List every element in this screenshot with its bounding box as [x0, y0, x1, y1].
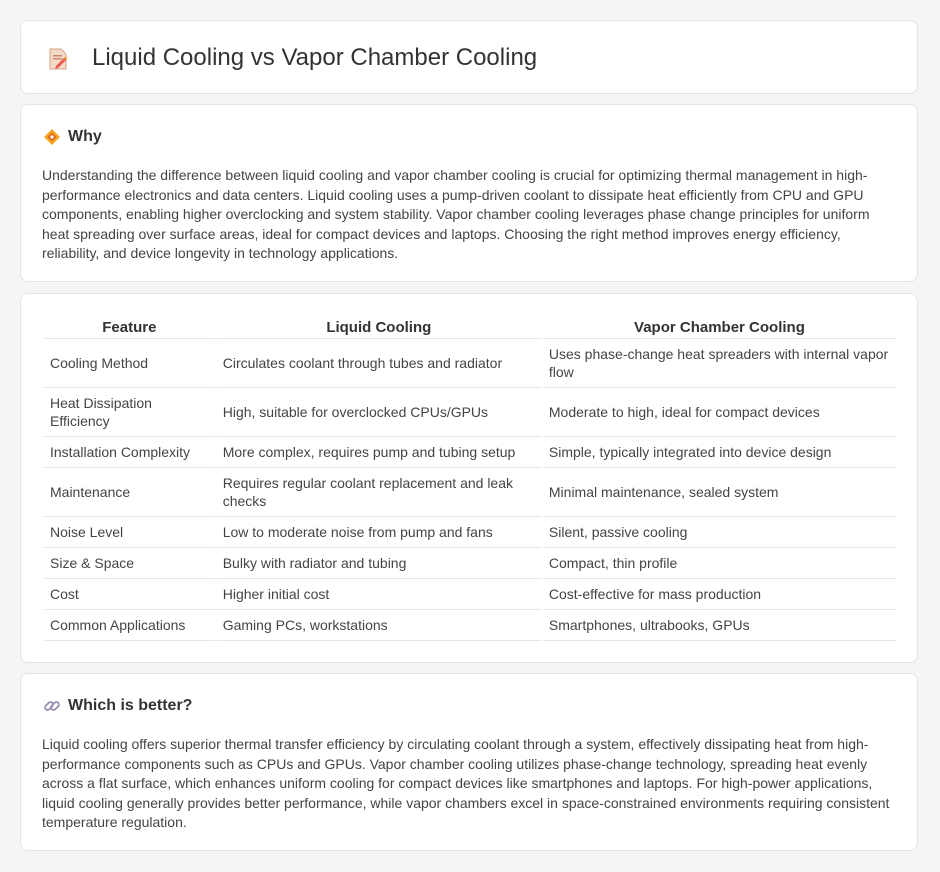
comparison-table	[42, 316, 898, 641]
liquid-cell: Circulates coolant through tubes and radiator	[217, 339, 541, 388]
which-is-better-text: Liquid cooling offers superior thermal transfer efficiency by circulating coolant through a system, effectively dissipating heat from high-performance components such as CPUs and GPUs. Vapor chamber cooling utilizes phase-change technology, spreading heat evenly across a flat surface, which enhances uniform cooling for compact devices like smartphones and laptops. For high-power applications, liquid cooling generally provides better performance, while vapor chambers excel in space-constrained environments requiring consistent temperature regulation.	[42, 736, 890, 830]
table-row	[44, 468, 896, 517]
header-liquid-cooling: Liquid Cooling	[217, 316, 541, 339]
liquid-cell: High, suitable for overclocked CPUs/GPUs	[217, 388, 541, 437]
table-row	[44, 437, 896, 468]
liquid-cell: Higher initial cost	[217, 579, 541, 610]
feature-cell: Cooling Method	[44, 339, 215, 388]
header-feature: Feature	[44, 316, 215, 339]
liquid-cell: Bulky with radiator and tubing	[217, 548, 541, 579]
vapor-cell: Silent, passive cooling	[543, 517, 896, 548]
vapor-cell: Moderate to high, ideal for compact devices	[543, 388, 896, 437]
page-title: Liquid Cooling vs Vapor Chamber Cooling	[92, 44, 538, 71]
feature-cell: Common Applications	[44, 610, 215, 641]
table-row	[44, 579, 896, 610]
why-text: Understanding the difference between liquid cooling and vapor chamber cooling is crucial for optimizing thermal management in high-performance electronics and data centers. Liquid cooling uses a pump-driven coolant to dissipate heat efficiently from CPU and GPU components, enabling higher overclocking and system stability. Vapor chamber cooling leverages phase change principles for uniform heat spreading over surface areas, ideal for compact devices and laptops. Choosing the right method improves energy efficiency, reliability, and device longevity in technology applications.	[42, 167, 870, 261]
table-row	[44, 610, 896, 641]
liquid-cell: Low to moderate noise from pump and fans	[217, 517, 541, 548]
table-row	[44, 517, 896, 548]
feature-cell: Size & Space	[44, 548, 215, 579]
title-card	[20, 20, 918, 94]
feature-cell: Noise Level	[44, 517, 215, 548]
why-section	[20, 104, 918, 282]
feature-cell: Cost	[44, 579, 215, 610]
feature-cell: Installation Complexity	[44, 437, 215, 468]
link-icon	[43, 697, 61, 715]
feature-cell: Heat Dissipation Efficiency	[44, 388, 215, 437]
comparison-table-card	[20, 293, 918, 663]
why-heading: Why	[68, 128, 102, 145]
vapor-cell: Smartphones, ultrabooks, GPUs	[543, 610, 896, 641]
liquid-cell: More complex, requires pump and tubing setup	[217, 437, 541, 468]
which-is-better-heading: Which is better?	[68, 697, 193, 714]
vapor-cell: Minimal maintenance, sealed system	[543, 468, 896, 517]
vapor-cell: Simple, typically integrated into device design	[543, 437, 896, 468]
feature-cell: Maintenance	[44, 468, 215, 517]
table-row	[44, 388, 896, 437]
diamond-warning-icon	[43, 128, 61, 146]
liquid-cell: Requires regular coolant replacement and leak checks	[217, 468, 541, 517]
document-edit-icon	[47, 47, 69, 71]
table-row	[44, 339, 896, 388]
vapor-cell: Uses phase-change heat spreaders with internal vapor flow	[543, 339, 896, 388]
header-vapor-chamber-cooling: Vapor Chamber Cooling	[543, 316, 896, 339]
vapor-cell: Cost-effective for mass production	[543, 579, 896, 610]
table-header-row	[44, 316, 896, 339]
liquid-cell: Gaming PCs, workstations	[217, 610, 541, 641]
vapor-cell: Compact, thin profile	[543, 548, 896, 579]
which-is-better-section	[20, 673, 918, 851]
table-row	[44, 548, 896, 579]
